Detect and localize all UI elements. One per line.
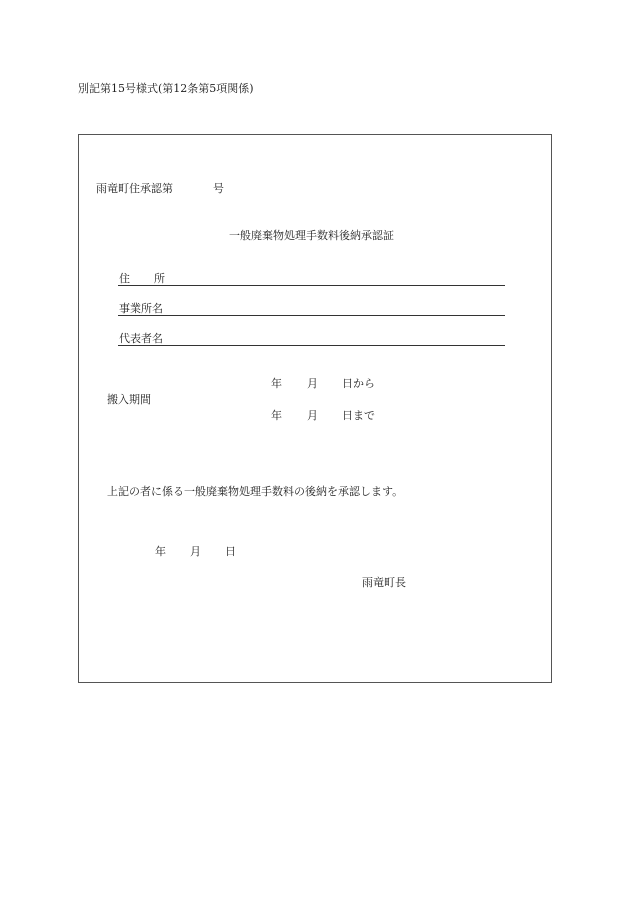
doc-number-suffix: 号 — [213, 182, 224, 195]
issue-day: 日 — [225, 545, 236, 558]
form-header: 別記第15号様式(第12条第5項関係) — [78, 82, 254, 95]
business-name-underline — [118, 315, 505, 316]
certificate-title: 一般廃棄物処理手数料後納承認証 — [229, 229, 394, 242]
period-to-month: 月 — [307, 409, 318, 422]
address-label-a: 住 — [119, 272, 130, 285]
address-label-b: 所 — [154, 272, 165, 285]
period-from-year: 年 — [271, 377, 282, 390]
period-to-day: 日まで — [342, 409, 375, 422]
period-to-year: 年 — [271, 409, 282, 422]
issuer-name: 雨竜町長 — [362, 576, 406, 589]
issue-month: 月 — [190, 545, 201, 558]
address-underline — [118, 285, 505, 286]
business-name-label: 事業所名 — [119, 302, 163, 315]
representative-label: 代表者名 — [119, 332, 163, 345]
period-from-month: 月 — [307, 377, 318, 390]
issue-year: 年 — [155, 545, 166, 558]
doc-number-prefix: 雨竜町住承認第 — [96, 182, 173, 195]
period-label: 搬入期間 — [107, 393, 151, 406]
period-from-day: 日から — [342, 377, 375, 390]
representative-underline — [118, 345, 505, 346]
approval-text: 上記の者に係る一般廃棄物処理手数料の後納を承認します。 — [107, 485, 404, 498]
